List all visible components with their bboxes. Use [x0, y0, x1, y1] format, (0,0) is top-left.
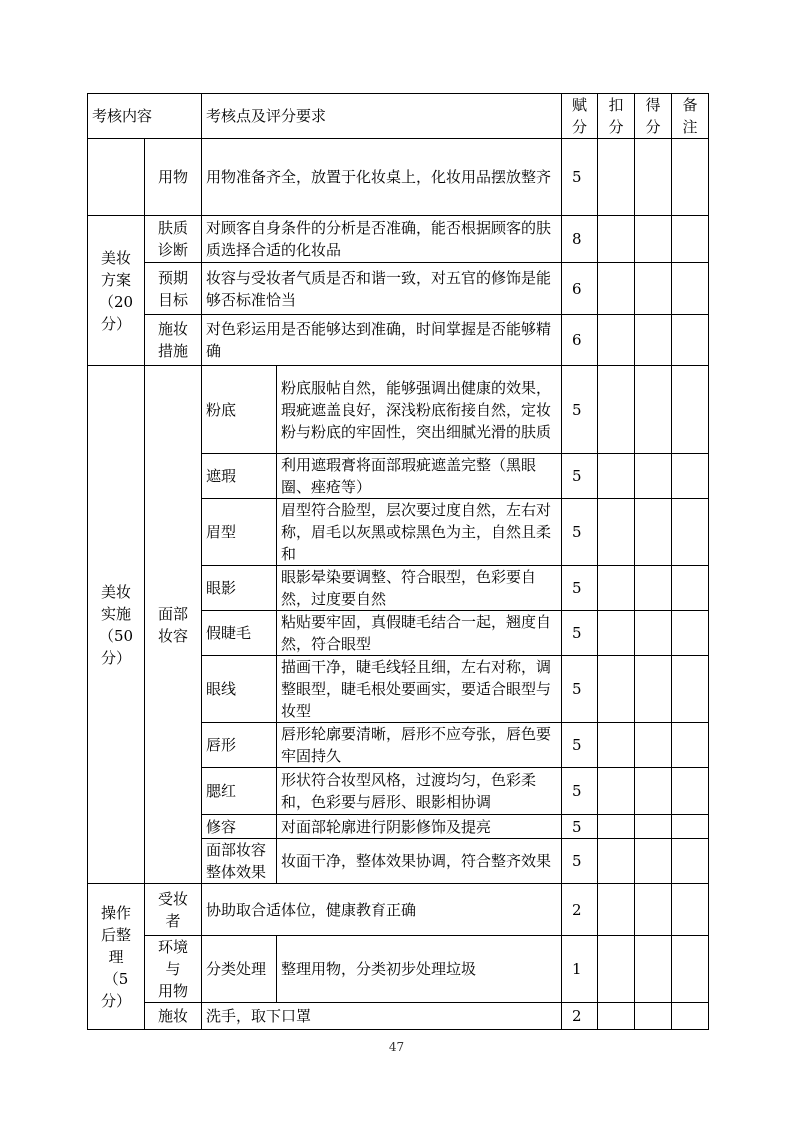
row-score: 2 — [562, 884, 598, 936]
note-cell — [672, 815, 709, 839]
header-score: 赋 分 — [562, 94, 598, 139]
row-score: 5 — [562, 723, 598, 768]
note-cell — [672, 315, 709, 366]
page-number: 47 — [388, 1040, 405, 1054]
deduct-cell — [598, 815, 635, 839]
row-sub: 施妆 — [145, 1003, 202, 1030]
row-desc: 眉型符合脸型，层次要过度自然，左右对称，眉毛以灰黑或棕黑色为主，自然且柔和 — [277, 499, 562, 566]
row-score: 5 — [562, 454, 598, 499]
note-cell — [672, 366, 709, 454]
note-cell — [672, 566, 709, 611]
deduct-cell — [598, 656, 635, 723]
got-cell — [635, 839, 672, 884]
table-row — [88, 936, 709, 1003]
deduct-cell — [598, 723, 635, 768]
row-item: 粉底 — [202, 366, 277, 454]
got-cell — [635, 723, 672, 768]
table-row — [88, 263, 709, 315]
note-cell — [672, 936, 709, 1003]
row-desc: 对面部轮廓进行阴影修饰及提亮 — [277, 815, 562, 839]
note-cell — [672, 499, 709, 566]
row-desc: 用物准备齐全，放置于化妆桌上，化妆用品摆放整齐 — [202, 139, 562, 216]
deduct-cell — [598, 884, 635, 936]
deduct-cell — [598, 454, 635, 499]
row-desc: 协助取合适体位，健康教育正确 — [202, 884, 562, 936]
table-row — [88, 884, 709, 936]
note-cell — [672, 611, 709, 656]
scoring-table — [87, 93, 709, 1030]
got-cell — [635, 454, 672, 499]
deduct-cell — [598, 366, 635, 454]
got-cell — [635, 884, 672, 936]
got-cell — [635, 216, 672, 263]
row-desc: 整理用物，分类初步处理垃圾 — [277, 936, 562, 1003]
got-cell — [635, 139, 672, 216]
row-score: 5 — [562, 611, 598, 656]
row-sub: 环境 与 用物 — [145, 936, 202, 1003]
row-sub: 用物 — [145, 139, 202, 216]
row-item: 眼影 — [202, 566, 277, 611]
got-cell — [635, 768, 672, 815]
row-score: 5 — [562, 566, 598, 611]
got-cell — [635, 815, 672, 839]
row-sub: 施妆 措施 — [145, 315, 202, 366]
header-row — [88, 94, 709, 139]
row-desc: 形状符合妆型风格，过渡均匀，色彩柔和，色彩要与唇形、眼影相协调 — [277, 768, 562, 815]
deduct-cell — [598, 566, 635, 611]
note-cell — [672, 454, 709, 499]
note-cell — [672, 656, 709, 723]
row-desc: 唇形轮廓要清晰，唇形不应夸张，唇色要牢固持久 — [277, 723, 562, 768]
row-desc: 粉底服帖自然，能够强调出健康的效果，瑕疵遮盖良好，深浅粉底衔接自然，定妆粉与粉底的牢固性，突出细腻光滑的肤质 — [277, 366, 562, 454]
table-row — [88, 1003, 709, 1030]
deduct-cell — [598, 611, 635, 656]
row-item: 分类处理 — [202, 936, 277, 1003]
deduct-cell — [598, 839, 635, 884]
row-desc: 利用遮瑕膏将面部瑕疵遮盖完整（黑眼圈、痤疮等） — [277, 454, 562, 499]
row-score: 8 — [562, 216, 598, 263]
deduct-cell — [598, 263, 635, 315]
row-desc: 描画干净，睫毛线轻且细，左右对称，调整眼型，睫毛根处要画实，要适合眼型与妆型 — [277, 656, 562, 723]
table-row — [88, 216, 709, 263]
row-score: 5 — [562, 499, 598, 566]
header-deduct: 扣 分 — [598, 94, 635, 139]
deduct-cell — [598, 936, 635, 1003]
row-item: 眉型 — [202, 499, 277, 566]
row-desc: 对色彩运用是否能够达到准确，时间掌握是否能够精确 — [202, 315, 562, 366]
note-cell — [672, 723, 709, 768]
got-cell — [635, 611, 672, 656]
deduct-cell — [598, 499, 635, 566]
row-desc: 妆容与受妆者气质是否和谐一致，对五官的修饰是能够否标准恰当 — [202, 263, 562, 315]
row-desc: 眼影晕染要调整、符合眼型，色彩要自然，过度要自然 — [277, 566, 562, 611]
row-score: 5 — [562, 139, 598, 216]
row-score: 5 — [562, 366, 598, 454]
row-item: 面部妆容 整体效果 — [202, 839, 277, 884]
got-cell — [635, 315, 672, 366]
row-score: 5 — [562, 839, 598, 884]
row-item: 腮红 — [202, 768, 277, 815]
note-cell — [672, 1003, 709, 1030]
row-desc: 对顾客自身条件的分析是否准确，能否根据顾客的肤质选择合适的化妆品 — [202, 216, 562, 263]
note-cell — [672, 768, 709, 815]
deduct-cell — [598, 139, 635, 216]
got-cell — [635, 263, 672, 315]
group-plan: 美妆 方案 （20 分） — [88, 216, 145, 366]
table-row — [88, 139, 709, 216]
group-face: 面部 妆容 — [145, 366, 202, 884]
row-score: 1 — [562, 936, 598, 1003]
note-cell — [672, 839, 709, 884]
row-desc: 洗手，取下口罩 — [202, 1003, 562, 1030]
row-item: 唇形 — [202, 723, 277, 768]
row-item: 修容 — [202, 815, 277, 839]
deduct-cell — [598, 768, 635, 815]
header-points: 考核点及评分要求 — [202, 94, 562, 139]
header-got: 得 分 — [635, 94, 672, 139]
row-item: 假睫毛 — [202, 611, 277, 656]
row-desc: 粘贴要牢固，真假睫毛结合一起，翘度自然，符合眼型 — [277, 611, 562, 656]
row-score: 6 — [562, 263, 598, 315]
group-post: 操作 后整 理 （5 分） — [88, 884, 145, 1030]
deduct-cell — [598, 216, 635, 263]
got-cell — [635, 566, 672, 611]
group-impl: 美妆 实施 （50 分） — [88, 366, 145, 884]
note-cell — [672, 263, 709, 315]
deduct-cell — [598, 1003, 635, 1030]
header-note: 备 注 — [672, 94, 709, 139]
got-cell — [635, 936, 672, 1003]
got-cell — [635, 499, 672, 566]
row-item: 遮瑕 — [202, 454, 277, 499]
row-score: 5 — [562, 656, 598, 723]
row-sub: 受妆 者 — [145, 884, 202, 936]
note-cell — [672, 884, 709, 936]
row-score: 5 — [562, 815, 598, 839]
got-cell — [635, 1003, 672, 1030]
empty-cell — [88, 139, 145, 216]
got-cell — [635, 366, 672, 454]
row-desc: 妆面干净，整体效果协调，符合整齐效果 — [277, 839, 562, 884]
header-content: 考核内容 — [88, 94, 202, 139]
note-cell — [672, 139, 709, 216]
row-sub: 肤质 诊断 — [145, 216, 202, 263]
got-cell — [635, 656, 672, 723]
row-sub: 预期 目标 — [145, 263, 202, 315]
deduct-cell — [598, 315, 635, 366]
table-row — [88, 315, 709, 366]
row-score: 2 — [562, 1003, 598, 1030]
row-score: 5 — [562, 768, 598, 815]
row-item: 眼线 — [202, 656, 277, 723]
table-row — [88, 366, 709, 454]
row-score: 6 — [562, 315, 598, 366]
note-cell — [672, 216, 709, 263]
